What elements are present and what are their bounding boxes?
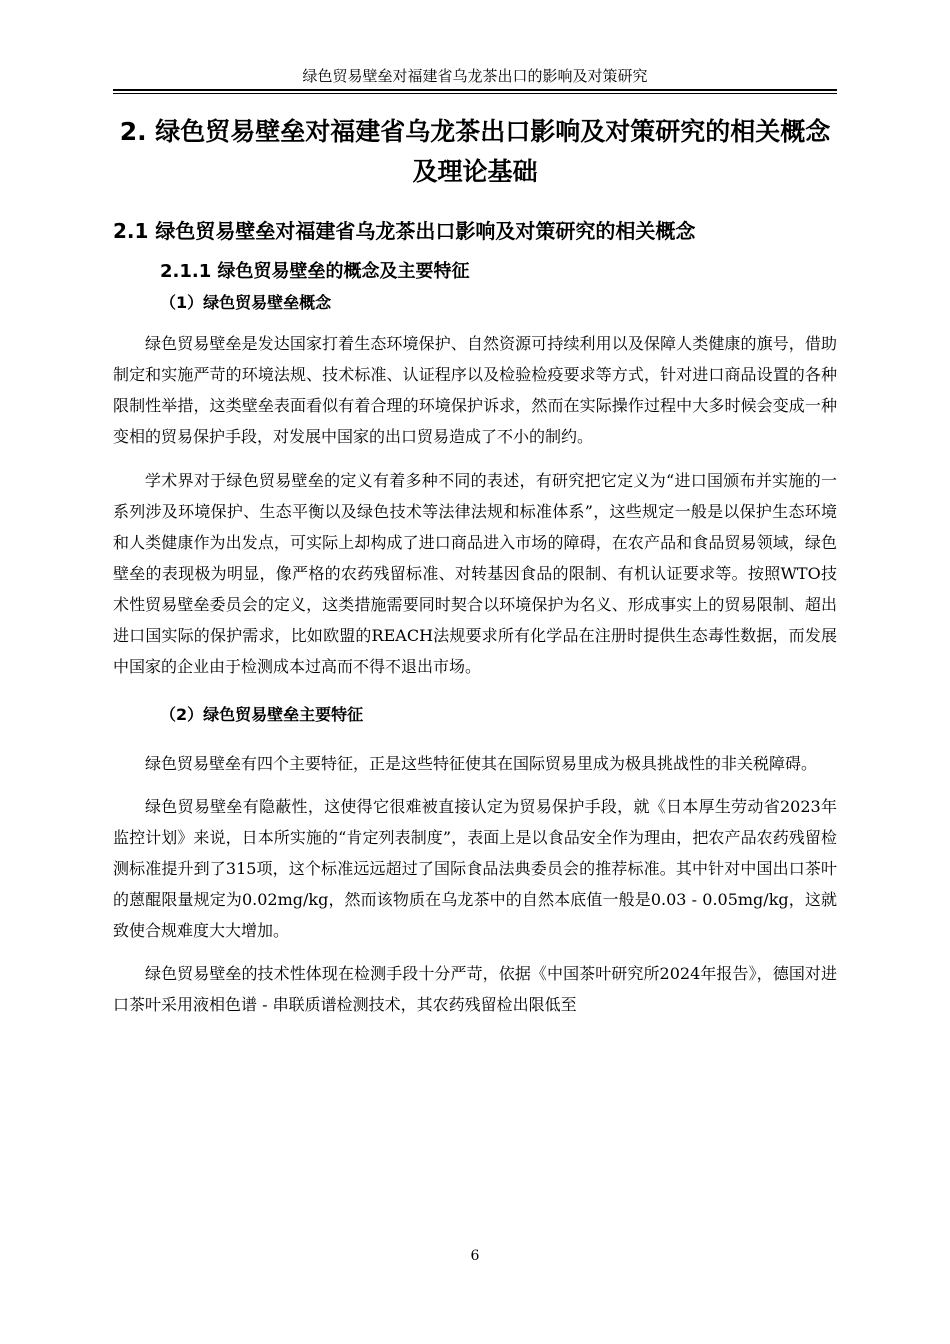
paragraph: 绿色贸易壁垒的技术性体现在检测手段十分严苛，依据《中国茶叶研究所2024年报告》，德国对进口茶叶采用液相色谱 - 串联质谱检测技术，其农药残留检出限低至 xyxy=(113,964,837,1014)
header-rule-thin xyxy=(113,93,837,94)
paragraph: 绿色贸易壁垒是发达国家打着生态环境保护、自然资源可持续利用以及保障人类健康的旗号，借助制定和实施严苛的环境法规、技术标准、认证程序以及检验检疫要求等方式，针对进口商品设置的各种限制性举措，这类壁垒表面看似有着合理的环境保护诉求，然而在实际操作过程中大多时候会变成一种变相的贸易保护手段，对发展中国家的出口贸易造成了不小的制约。 xyxy=(113,334,837,446)
page-body xyxy=(113,112,837,1020)
running-header: 绿色贸易壁垒对福建省乌龙茶出口的影响及对策研究 xyxy=(302,67,648,85)
chapter-title: 2. 绿色贸易壁垒对福建省乌龙茶出口影响及对策研究的相关概念及理论基础 xyxy=(119,117,831,186)
section-title: 2.1 绿色贸易壁垒对福建省乌龙茶出口影响及对策研究的相关概念 xyxy=(113,219,696,243)
paragraph: 绿色贸易壁垒有四个主要特征，正是这些特征使其在国际贸易里成为极具挑战性的非关税障碍。 xyxy=(145,754,818,773)
subheading-concept: （1）绿色贸易壁垒概念 xyxy=(160,293,332,312)
subheading-features: （2）绿色贸易壁垒主要特征 xyxy=(160,705,364,724)
header-rule xyxy=(113,89,837,91)
paragraph: 学术界对于绿色贸易壁垒的定义有着多种不同的表述，有研究把它定义为“进口国颁布并实施的一系列涉及环境保护、生态平衡以及绿色技术等法律法规和标准体系”，这些规定一般是以保护生态环境和人类健康作为出发点，可实际上却构成了进口商品进入市场的障碍，在农产品和食品贸易领域，绿色壁垒的表现极为明显，像严格的农药残留标准、对转基因食品的限制、有机认证要求等。按照WTO技术性贸易壁垒委员会的定义，这类措施需要同时契合以环境保护为名义、形成事实上的贸易限制、超出进口国实际的保护需求，比如欧盟的REACH法规要求所有化学品在注册时提供生态毒性数据，而发展中国家的企业由于检测成本过高而不得不退出市场。 xyxy=(113,471,837,676)
paragraph: 绿色贸易壁垒有隐蔽性，这使得它很难被直接认定为贸易保护手段，就《日本厚生劳动省2023年监控计划》来说，日本所实施的“肯定列表制度”，表面上是以食品安全作为理由，把农产品农药残留检测标准提升到了315项，这个标准远远超过了国际食品法典委员会的推荐标准。其中针对中国出口茶叶的蒽醌限量规定为0.02mg/kg，然而该物质在乌龙茶中的自然本底值一般是0.03 - 0.05mg/kg，这就致使合规难度大大增加。 xyxy=(113,797,837,940)
subsection-title: 2.1.1 绿色贸易壁垒的概念及主要特征 xyxy=(160,261,470,282)
page-number: 6 xyxy=(470,1248,480,1264)
